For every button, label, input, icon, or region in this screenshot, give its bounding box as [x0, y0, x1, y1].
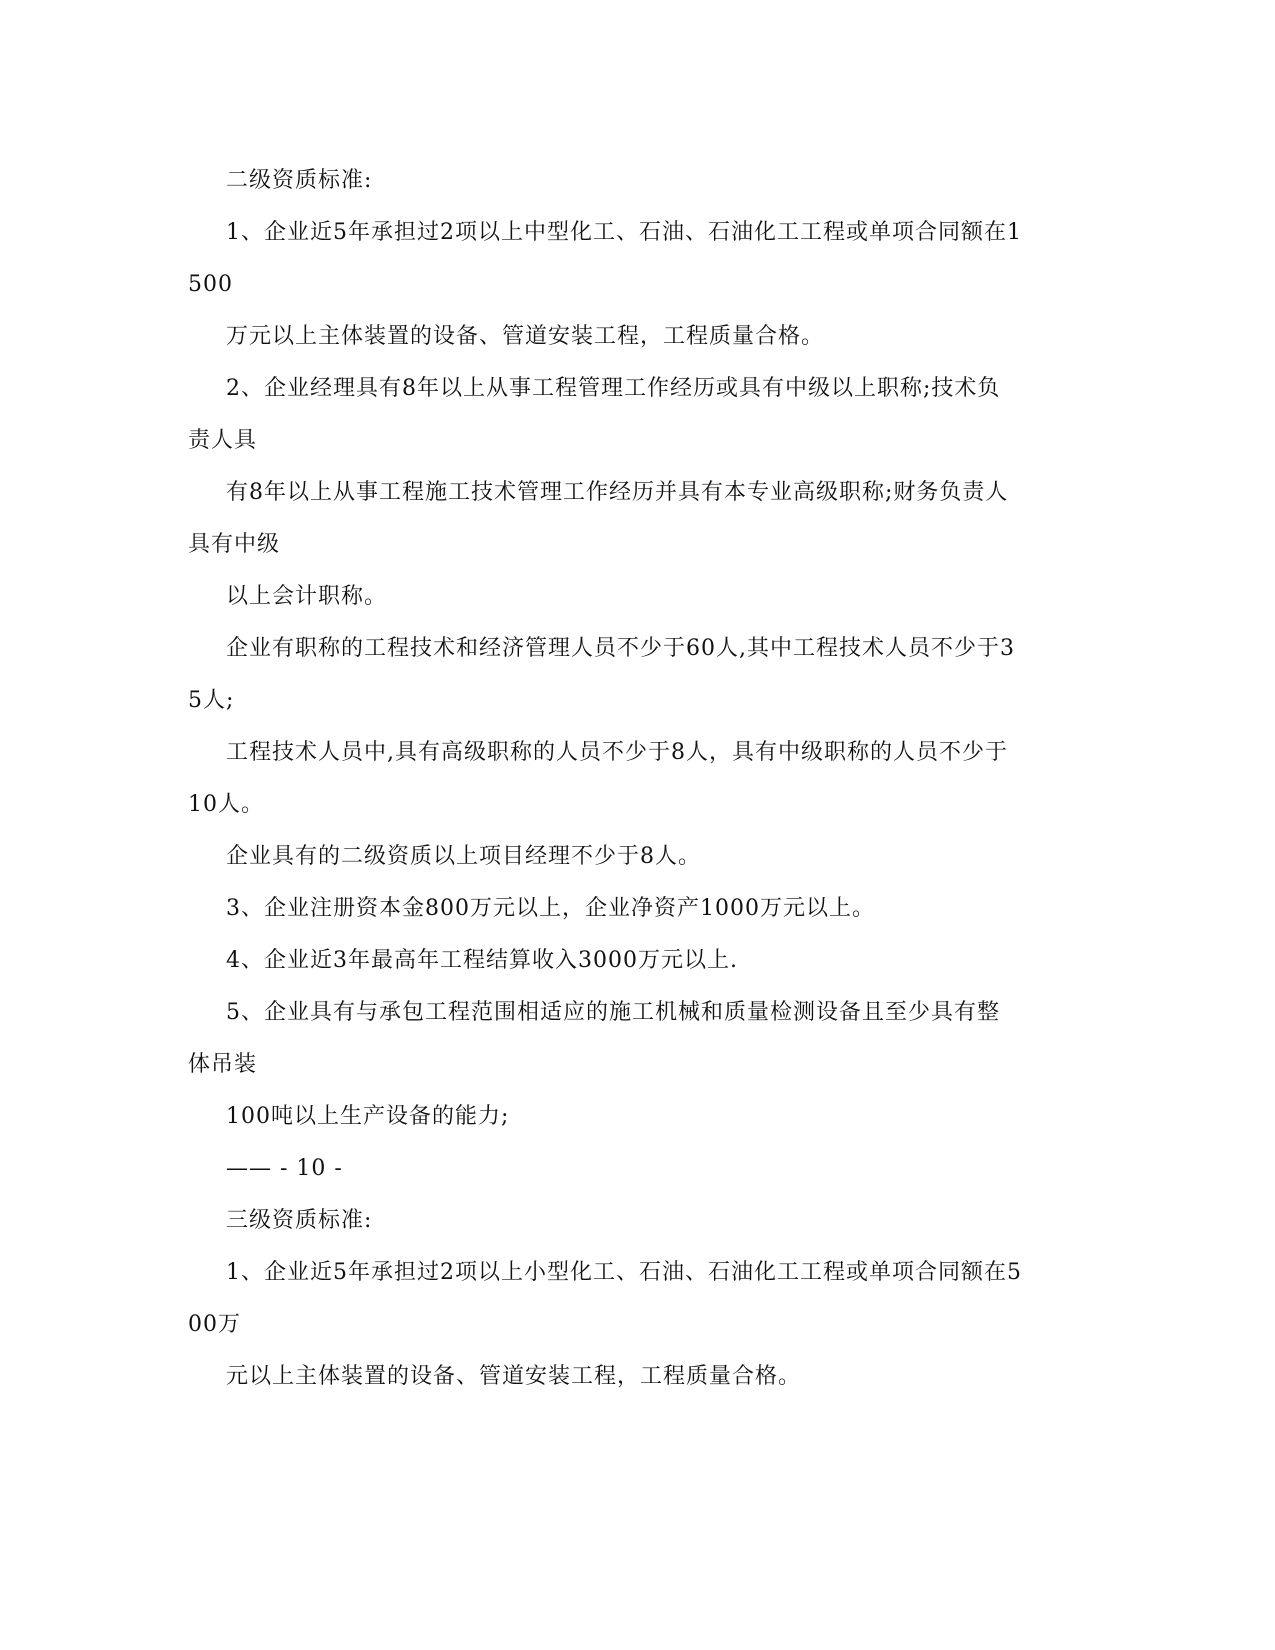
paragraph-line: 有8年以上从事工程施工技术管理工作经历并具有本专业高级职称;财务负责人: [226, 480, 1009, 505]
paragraph-line: 00万: [188, 1312, 241, 1337]
paragraph-line: 1、企业近5年承担过2项以上小型化工、石油、石油化工工程或单项合同额在5: [226, 1260, 1022, 1285]
paragraph-line: 企业有职称的工程技术和经济管理人员不少于60人,其中工程技术人员不少于3: [226, 636, 1015, 661]
section-heading-grade-3: 三级资质标准:: [226, 1208, 373, 1233]
page-number: —— - 10 -: [226, 1156, 343, 1181]
paragraph-line: 具有中级: [188, 532, 281, 557]
paragraph-line: 2、企业经理具有8年以上从事工程管理工作经历或具有中级以上职称;技术负: [226, 376, 1001, 401]
paragraph-line: 工程技术人员中,具有高级职称的人员不少于8人，具有中级职称的人员不少于: [226, 740, 1008, 765]
paragraph-line: 万元以上主体装置的设备、管道安装工程，工程质量合格。: [226, 324, 825, 349]
paragraph-line: 元以上主体装置的设备、管道安装工程，工程质量合格。: [226, 1364, 802, 1389]
paragraph-line: 10人。: [188, 792, 264, 817]
paragraph-line: 企业具有的二级资质以上项目经理不少于8人。: [226, 844, 701, 869]
paragraph-line: 5、企业具有与承包工程范围相适应的施工机械和质量检测设备且至少具有整: [226, 1000, 1000, 1025]
section-heading-grade-2: 二级资质标准:: [226, 168, 373, 193]
paragraph-line: 500: [188, 272, 233, 297]
paragraph-line: 100吨以上生产设备的能力;: [226, 1104, 510, 1129]
paragraph-line: 3、企业注册资本金800万元以上，企业净资产1000万元以上。: [226, 896, 875, 921]
paragraph-line: 以上会计职称。: [226, 584, 388, 609]
paragraph-line: 4、企业近3年最高年工程结算收入3000万元以上.: [226, 948, 738, 973]
paragraph-line: 5人;: [188, 688, 235, 713]
paragraph-line: 责人具: [188, 428, 258, 453]
paragraph-line: 体吊装: [188, 1052, 258, 1077]
paragraph-line: 1、企业近5年承担过2项以上中型化工、石油、石油化工工程或单项合同额在1: [226, 220, 1022, 245]
